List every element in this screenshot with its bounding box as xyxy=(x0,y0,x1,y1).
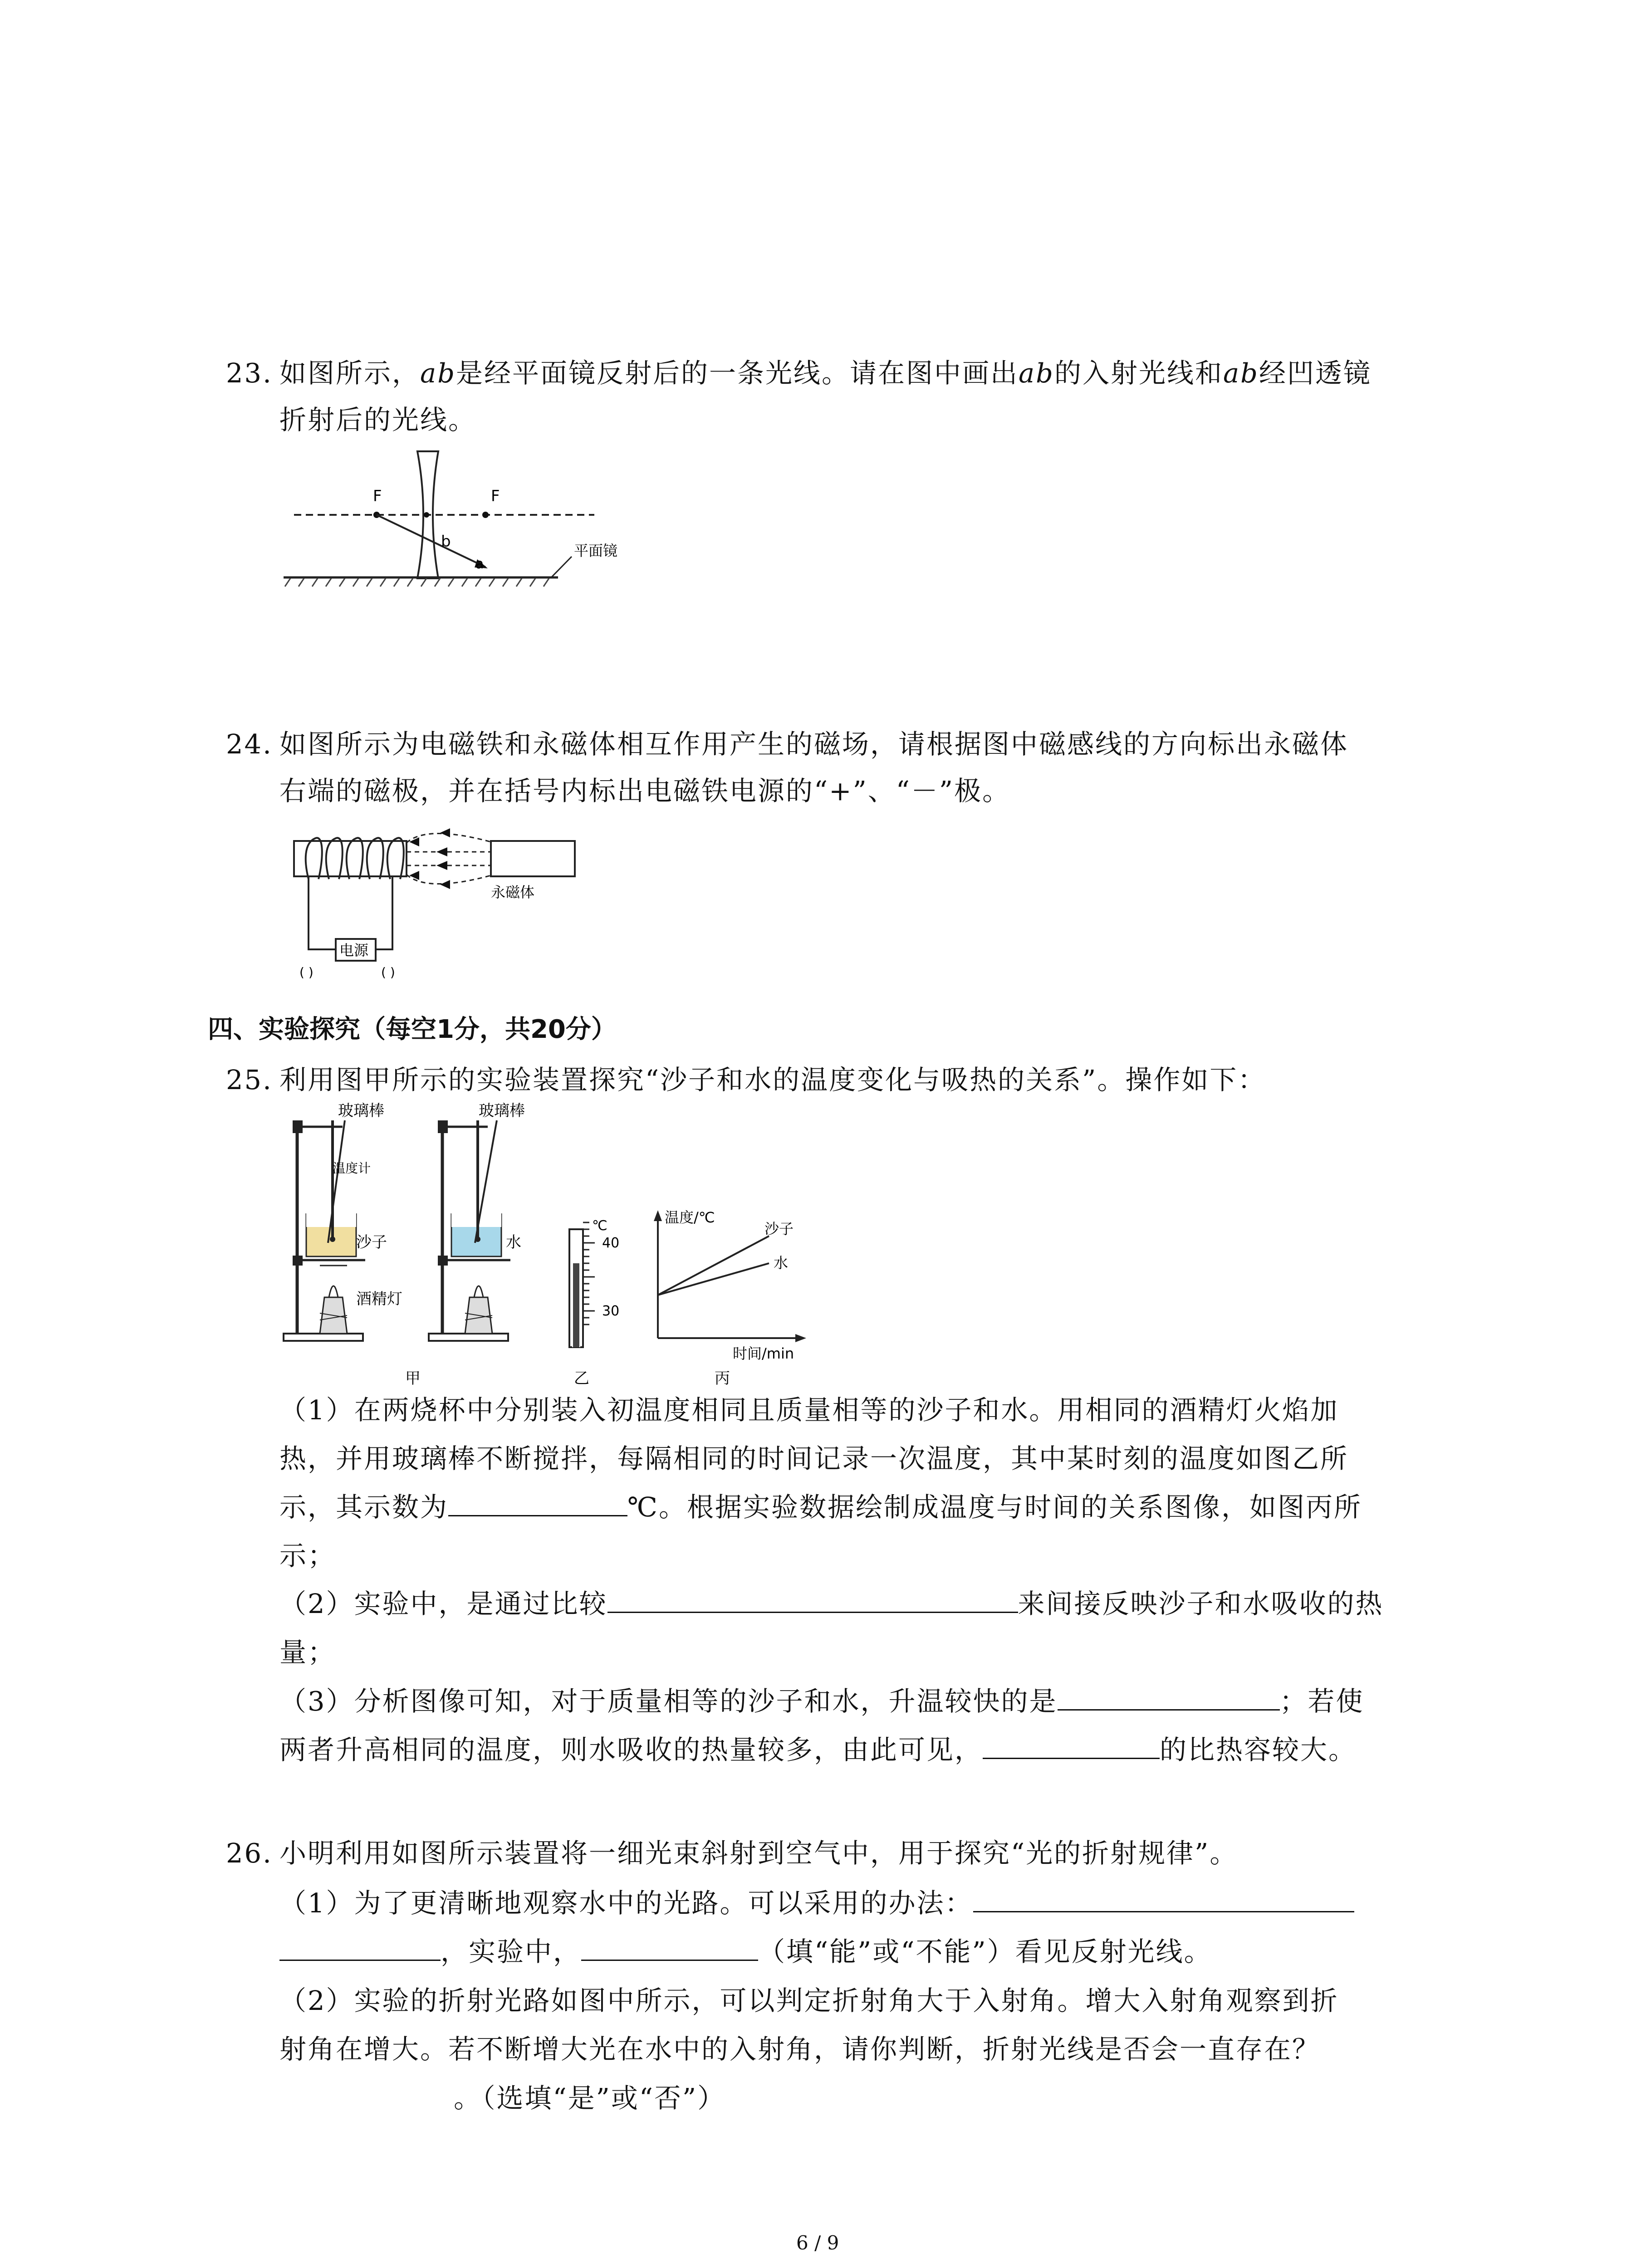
answer-blank-method-b[interactable] xyxy=(279,1934,441,1961)
focus-label-right: F xyxy=(491,487,500,505)
question-number: 24. xyxy=(226,728,273,760)
q25-intro: 25. 利用图甲所示的实验装置探究“沙子和水的温度变化与吸热的关系”。操作如下： xyxy=(226,1059,1266,1101)
q23-line1: 23. 如图所示，ab是经平面镜反射后的一条光线。请在图中画出ab的入射光线和ab经凹透镜 xyxy=(226,352,1372,394)
q26-p1-line1: （1）为了更清晰地观察水中的光路。可以采用的办法： xyxy=(279,1882,1354,1924)
optical-center xyxy=(424,512,429,518)
focus-point-right xyxy=(482,512,489,518)
glass-rod-label-left: 玻璃棒 xyxy=(338,1102,384,1120)
apparatus-sand xyxy=(284,1120,365,1341)
point-b-label: b xyxy=(441,533,451,551)
q26-p2-line3: 。（选填“是”或“否”） xyxy=(454,2082,726,2114)
power-source-label: 电源 xyxy=(339,942,369,959)
apparatus-water xyxy=(429,1120,510,1341)
q25-p2-line1: （2）实验中，是通过比较 来间接反映沙子和水吸收的热 xyxy=(279,1583,1384,1625)
graph-x-label: 时间/min xyxy=(733,1345,794,1362)
q25-p1-line3: 示，其示数为 ℃。根据实验数据绘制成温度与时间的关系图像，如图丙所 xyxy=(279,1486,1362,1528)
bracket-left: ( ) xyxy=(299,965,314,980)
permanent-magnet xyxy=(491,841,575,876)
bracket-right: ( ) xyxy=(381,965,395,980)
q25-p1-line2: 热，并用玻璃棒不断搅拌，每隔相同的时间记录一次温度，其中某时刻的温度如图乙所 xyxy=(279,1443,1349,1474)
mirror-hatching xyxy=(285,578,549,587)
q26-p2-line1: （2）实验的折射光路如图中所示，可以判定折射角大于入射角。增大入射角观察到折 xyxy=(279,1985,1339,2016)
section-title: 四、实验探究（每空1分，共20分） xyxy=(208,1015,617,1044)
answer-blank-specific-heat[interactable] xyxy=(983,1732,1160,1759)
caption-jia: 甲 xyxy=(405,1369,421,1388)
answer-blank-compare[interactable] xyxy=(607,1586,1018,1613)
q23-line2: 折射后的光线。 xyxy=(279,404,477,435)
electromagnet-figure xyxy=(290,820,581,983)
answer-blank-temperature[interactable] xyxy=(448,1490,627,1516)
point-a-label: a xyxy=(475,556,484,572)
answer-blank-reflect[interactable] xyxy=(581,1934,758,1961)
thermometer-label: 温度计 xyxy=(333,1161,371,1176)
answer-blank-method-a[interactable] xyxy=(973,1886,1354,1912)
sand-label: 沙子 xyxy=(356,1233,387,1251)
coil-windings xyxy=(306,838,404,879)
tick-label-30: 30 xyxy=(602,1303,620,1319)
question-number: 25. xyxy=(226,1064,273,1095)
page-number: 6 / 9 xyxy=(796,2232,839,2254)
light-ray-ab xyxy=(377,515,485,567)
q24-line1: 24. 如图所示为电磁铁和永磁体相互作用产生的磁场，请根据图中磁感线的方向标出永磁体 xyxy=(226,723,1348,765)
mercury-column xyxy=(573,1263,579,1347)
q25-p2-line2: 量； xyxy=(279,1637,336,1668)
focus-label-left: F xyxy=(373,487,382,505)
q26-p2-line2: 射角在增大。若不断增大光在水中的入射角，请你判断，折射光线是否会一直存在？ xyxy=(279,2033,1321,2065)
q25-p1-line1: （1）在两烧杯中分别装入初温度相同且质量相等的沙子和水。用相同的酒精灯火焰加 xyxy=(279,1394,1339,1426)
sand-series-line xyxy=(658,1236,769,1295)
caption-bing: 丙 xyxy=(715,1369,730,1388)
tick-label-40: 40 xyxy=(602,1235,620,1251)
mirror-label: 平面镜 xyxy=(574,542,618,559)
q25-p3-line2: 两者升高相同的温度，则水吸收的热量较多，由此可见， 的比热容较大。 xyxy=(279,1729,1357,1771)
q26-p1-line2: ，实验中， （填“能”或“不能”）看见反射光线。 xyxy=(279,1931,1212,1973)
circuit-wire-right xyxy=(376,876,392,949)
circuit-wire-left xyxy=(309,876,336,949)
series-water-label: 水 xyxy=(774,1254,789,1271)
lens-mirror-figure xyxy=(281,442,618,592)
permanent-magnet-label: 永磁体 xyxy=(491,884,535,901)
mirror-label-leader xyxy=(551,557,572,577)
thermometer-unit: ℃ xyxy=(592,1218,607,1234)
graph-y-label: 温度/℃ xyxy=(665,1209,715,1226)
q24-line2: 右端的磁极，并在括号内标出电磁铁电源的“+”、“－”极。 xyxy=(279,775,1011,807)
lamp-label: 酒精灯 xyxy=(356,1290,402,1308)
question-number: 23. xyxy=(226,357,273,389)
thermometer-reading xyxy=(569,1222,595,1347)
water-series-line xyxy=(658,1263,769,1295)
water-label: 水 xyxy=(506,1233,521,1251)
answer-blank-faster[interactable] xyxy=(1058,1684,1280,1711)
series-sand-label: 沙子 xyxy=(764,1220,794,1237)
glass-rod-label-right: 玻璃棒 xyxy=(479,1102,525,1120)
question-number: 26. xyxy=(226,1838,273,1869)
q25-p3-line1: （3）分析图像可知，对于质量相等的沙子和水，升温较快的是 ；若使 xyxy=(279,1681,1364,1722)
experiment-figure xyxy=(279,1102,814,1393)
caption-yi: 乙 xyxy=(574,1369,589,1388)
q25-p1-line4: 示； xyxy=(279,1540,336,1571)
q26-intro: 26. 小明利用如图所示装置将一细光束斜射到空气中，用于探究“光的折射规律”。 xyxy=(226,1833,1238,1874)
